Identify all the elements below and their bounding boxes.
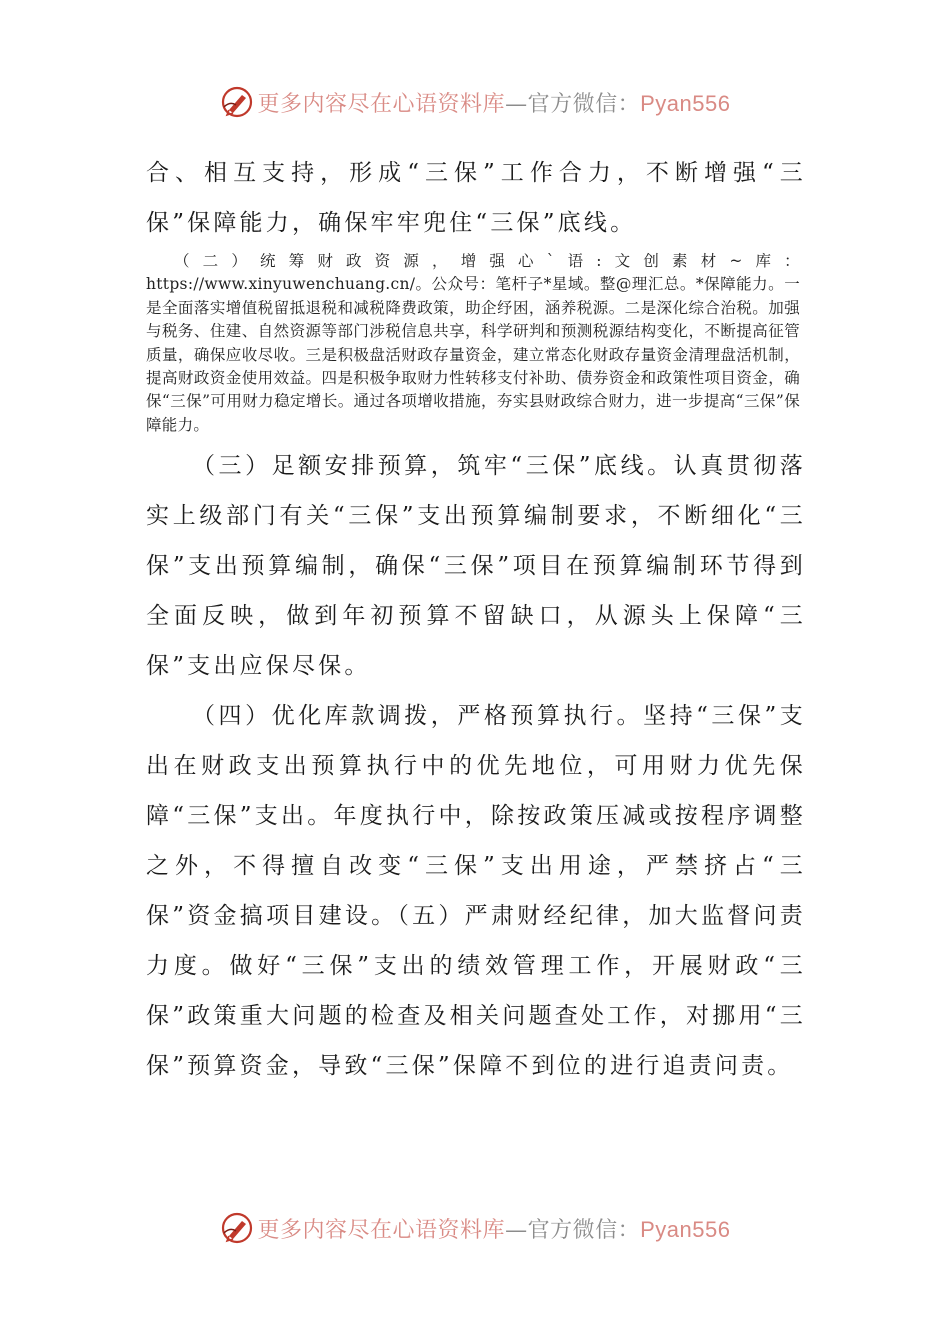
header-banner-text (258, 87, 731, 118)
banner-main-text: 更多内容尽在心语资料库 (257, 91, 506, 117)
footer-banner-text (258, 1213, 731, 1244)
footer-banner (0, 1206, 950, 1250)
paragraph-section-2: （二）统筹财政资源，增强心`语:文创素材~库：https://www.xinyuwenchuang.cn/。公众号：笔杆子*星域。整@理汇总。*保障能力。一是全面落实增值税留抵退税和减税降费政策，助企纾困，涵养税源。二是深化综合治税。加强与税务、住建、自然资源等部门涉税信息共享，科学研判和预测税源结构变化，不断提高征管质量，确保应收尽收。三是积极盘活财政存量资金，建立常态化财政存量资金清理盘活机制，提高财政资金使用效益。四是积极争取财力性转移支付补助、债券资金和政策性项目资金，确保“三保”可用财力稳定增长。通过各项增收措施，夯实县财政综合财力，进一步提高“三保”保障能力。 (146, 252, 800, 434)
banner-wechat-id: Pyan556 (640, 1216, 731, 1242)
document-body (146, 148, 806, 1091)
header-banner (0, 80, 950, 124)
banner-separator: — (505, 1217, 528, 1243)
banner-wechat-id: Pyan556 (640, 90, 731, 116)
paragraph-section-3: （三）足额安排预算，筑牢“三保”底线。认真贯彻落实上级部门有关“三保”支出预算编制要求，不断细化“三保”支出预算编制，确保“三保”项目在预算编制环节得到全面反映，做到年初预算不留缺口，从源头上保障“三保”支出应保尽保。 (146, 453, 806, 680)
banner-wechat-label: 官方微信： (527, 91, 641, 117)
pen-logo-icon (220, 85, 254, 119)
pen-logo-icon (220, 1211, 254, 1245)
banner-main-text: 更多内容尽在心语资料库 (257, 1217, 506, 1243)
paragraph-section-4: （四）优化库款调拨，严格预算执行。坚持“三保”支出在财政支出预算执行中的优先地位，可用财力优先保障“三保”支出。年度执行中，除按政策压减或按程序调整之外，不得擅自改变“三保”支出用途，严禁挤占“三保”资金搞项目建设。（五）严肃财经纪律，加大监督问责力度。做好“三保”支出的绩效管理工作，开展财政“三保”政策重大问题的检查及相关问题查处工作，对挪用“三保”预算资金，导致“三保”保障不到位的进行追责问责。 (146, 703, 806, 1080)
paragraph-continuation: 合、相互支持，形成“三保”工作合力，不断增强“三保”保障能力，确保牢牢兜住“三保”底线。 (146, 160, 806, 236)
banner-wechat-label: 官方微信： (527, 1217, 641, 1243)
banner-separator: — (505, 91, 528, 117)
